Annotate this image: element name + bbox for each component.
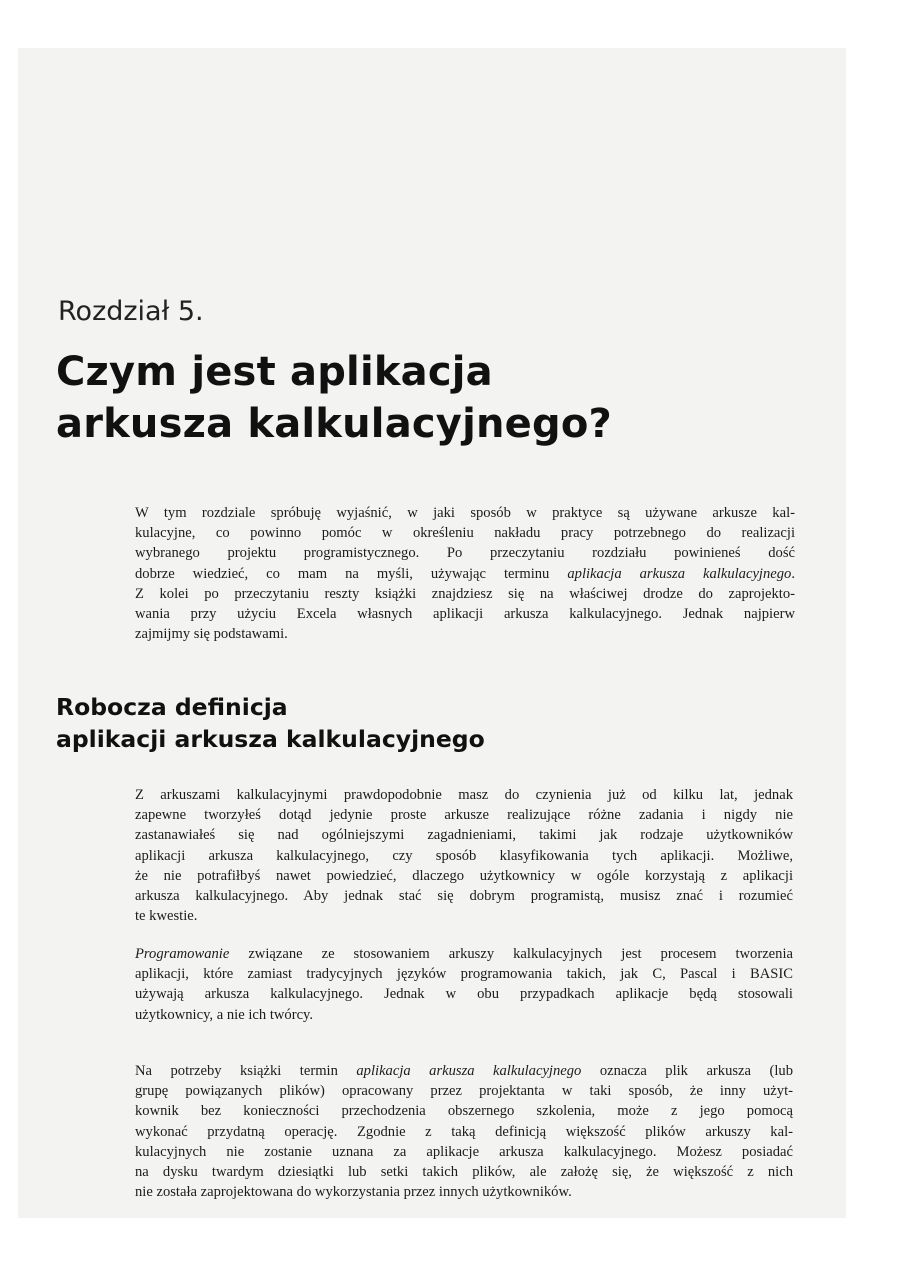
text-fragment: dobrze wiedzieć, co mam na myśli, używając terminu [135,565,550,582]
text-line: wybranego projektu programistycznego. Po przeczytaniu rozdziału powinieneś dość [135,545,795,562]
intro-paragraph [135,503,795,644]
body-paragraph-1 [135,785,793,926]
emphasized-term: aplikacja arkusza kalkulacyjnego [356,1063,582,1079]
text-fragment: oznacza plik arkusza (lub [581,1063,793,1079]
text-line [135,564,795,584]
section-heading-line-1: Robocza definicja [56,693,288,721]
text-line: na dysku twardym dziesiątki lub setki takich plików, ale założę się, że większość z nich [135,1164,793,1181]
text-line: zastanawiałeś się nad ogólniejszymi zagadnieniami, takimi jak rodzaje użytkowników [135,827,793,844]
text-fragment: . [791,565,795,582]
text-line: że nie potrafiłbyś nawet powiedzieć, dlaczego użytkownicy w ogóle korzystają z aplikacji [135,867,793,884]
text-line: kownik bez konieczności przechodzenia obszernego szkolenia, może z jego pomocą [135,1103,793,1120]
text-line: aplikacji arkusza kalkulacyjnego, czy sposób klasyfikowania tych aplikacji. Możliwe, [135,847,793,864]
text-line: arkusza kalkulacyjnego. Aby jednak stać się dobrym programistą, musisz znać i rozumieć [135,888,793,905]
text-line: zajmijmy się podstawami. [135,626,288,643]
text-line: wykonać przydatną operację. Zgodnie z taką definicją większość plików arkuszy kal- [135,1123,793,1140]
text-line: Z arkuszami kalkulacyjnymi prawdopodobnie masz do czynienia już od kilku lat, jednak [135,787,793,803]
body-paragraph-2 [135,944,793,1025]
text-line [135,1061,793,1081]
text-line: Z kolei po przeczytaniu reszty książki znajdziesz się na właściwej drodze do zaprojekto- [135,585,795,602]
text-line: nie została zaprojektowana do wykorzystania przez innych użytkowników. [135,1184,572,1201]
text-line: użytkownicy, a nie ich twórcy. [135,1006,314,1023]
chapter-title-line-2: arkusza kalkulacyjnego? [56,401,612,447]
text-line [135,944,793,964]
text-line: kulacyjnych nie zostanie uznana za aplikacje arkusza kalkulacyjnego. Możesz posiadać [135,1143,793,1160]
section-heading-line-2: aplikacji arkusza kalkulacyjnego [56,725,485,753]
text-line: wania przy użyciu Excela własnych aplikacji arkusza kalkulacyjnego. Jednak najpierw [135,606,795,623]
chapter-title-line-1: Czym jest aplikacja [56,349,493,395]
text-fragment: Na potrzeby książki termin [135,1063,357,1079]
chapter-title [56,346,836,450]
emphasized-term: aplikacja arkusza kalkulacyjnego [567,565,792,582]
text-line: grupę powiązanych plików) opracowany przez projektanta w taki sposób, że inny użyt- [135,1083,793,1100]
text-line: aplikacji, które zamiast tradycyjnych języków programowania takich, jak C, Pascal i BASIC [135,966,793,983]
text-line: W tym rozdziale spróbuję wyjaśnić, w jaki sposób w praktyce są używane arkusze kal- [135,505,795,521]
text-line: te kwestie. [135,908,198,925]
emphasized-term: Programowanie [135,946,230,962]
text-line: zapewne tworzyłeś dotąd jedynie proste arkusze realizujące różne zadania i nigdy nie [135,807,793,824]
text-fragment: związane ze stosowaniem arkuszy kalkulacyjnych jest procesem tworzenia [229,946,793,962]
section-heading [56,691,485,755]
text-line: używają arkusza kalkulacyjnego. Jednak w obu przypadkach aplikacje będą stosowali [135,986,793,1003]
body-paragraph-3 [135,1061,793,1202]
text-line: kulacyjne, co powinno pomóc w określeniu nakładu pracy potrzebnego do realizacji [135,525,795,542]
book-page [18,48,846,1218]
chapter-label: Rozdział 5. [58,296,204,327]
